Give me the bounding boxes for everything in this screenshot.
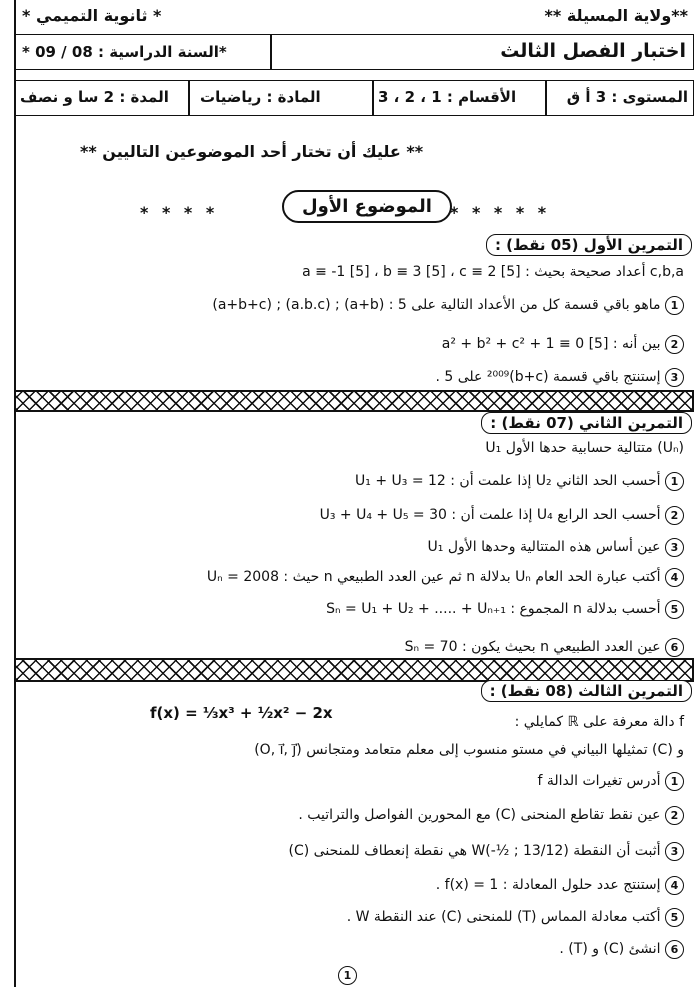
exercise2-item-2 xyxy=(320,506,684,525)
item-text: عين نقط تقاطع المنحنى (C) مع المحورين الفواصل والتراتيب . xyxy=(298,807,661,823)
item-number: 3 xyxy=(665,368,684,387)
exam-title: اختبار الفصل الثالث xyxy=(500,40,686,62)
item-text: إستنتج عدد حلول المعادلة : f(x) = 1 . xyxy=(435,877,661,893)
function-formula: f(x) = ⅓x³ + ½x² − 2x xyxy=(150,704,333,722)
exercise1-heading: التمرين الأول (05 نقط) : xyxy=(486,234,692,256)
topic-one-title: الموضوع الأول xyxy=(282,190,452,223)
topic-stars-left: * * * * xyxy=(140,203,219,222)
item-number: 4 xyxy=(665,876,684,895)
exercise1-item-1 xyxy=(212,296,684,315)
item-text: أحسب الحد الثاني U₂ إذا علمت أن : U₁ + U₃ = 12 xyxy=(355,473,661,489)
exercise3-item-3 xyxy=(289,842,684,861)
header-title-divider xyxy=(270,34,272,70)
item-number: 6 xyxy=(665,638,684,657)
exercise3-item-5 xyxy=(347,908,684,927)
exercise1-intro: c,b,a أعداد صحيحة بحيث : a ≡ -1 [5] ، b ≡ 3 [5] ، c ≡ 2 [5] xyxy=(302,264,684,280)
school-year: *السنة الدراسية : 08 / 09 * xyxy=(22,43,227,61)
item-number: 2 xyxy=(665,335,684,354)
subject-label: المادة : رياضيات xyxy=(200,88,321,106)
duration-label: المدة : 2 سا و نصف xyxy=(20,88,169,106)
info-divider-3 xyxy=(188,80,190,116)
item-text: أكتب عبارة الحد العام Uₙ بدلالة n ثم عين العدد الطبيعي n حيث : Uₙ = 2008 xyxy=(206,569,661,585)
exercise3-intro-1: f دالة معرفة على ℝ كمايلي : xyxy=(514,714,684,730)
item-number: 6 xyxy=(665,940,684,959)
topic-stars-right: * * * * * xyxy=(450,203,551,222)
hatch-separator xyxy=(14,390,694,412)
page-number-value: 1 xyxy=(338,966,357,985)
item-text: ماهو باقي قسمة كل من الأعداد التالية على 5 : (a+b) ; (a.b.c) ; (a+b+c) xyxy=(212,297,661,313)
exercise3-intro-2: و (C) تمثيلها البياني في مستو منسوب إلى معلم متعامد ومتجانس (O, i⃗, j⃗) xyxy=(254,742,684,758)
item-number: 1 xyxy=(665,772,684,791)
item-number: 2 xyxy=(665,806,684,825)
item-text: عين أساس هذه المتتالية وحدها الأول U₁ xyxy=(427,539,661,555)
item-text: أدرس تغيرات الدالة f xyxy=(537,773,661,789)
page-number xyxy=(338,964,357,985)
wilaya-label: **ولاية المسيلة ** xyxy=(544,6,688,25)
item-number: 3 xyxy=(665,538,684,557)
exercise3-item-2 xyxy=(298,806,684,825)
instruction: ** عليك أن تختار أحد الموضوعين التاليين ** xyxy=(80,142,424,161)
exercise3-heading: التمرين الثالث (08 نقط) : xyxy=(481,680,692,702)
exercise1-item-3 xyxy=(435,368,684,387)
item-number: 5 xyxy=(665,908,684,927)
exercise3-item-6 xyxy=(559,940,684,959)
exercise2-item-3 xyxy=(428,538,684,557)
hatch-separator xyxy=(14,658,694,682)
exercise3-item-4 xyxy=(436,876,684,895)
item-text: بين أنه : a² + b² + c² + 1 ≡ 0 [5] xyxy=(441,336,661,352)
item-text: أحسب الحد الرابع U₄ إذا علمت أن : U₃ + U₄ + U₅ = 30 xyxy=(319,507,661,523)
info-divider-2 xyxy=(372,80,374,116)
exercise2-item-4 xyxy=(207,568,684,587)
exercise2-item-5 xyxy=(326,600,684,619)
item-number: 3 xyxy=(665,842,684,861)
exercise3-item-1 xyxy=(537,772,684,791)
school-name: * ثانوية التميمي * xyxy=(22,6,162,25)
item-number: 4 xyxy=(665,568,684,587)
exercise1-item-2 xyxy=(442,335,684,354)
exercise2-item-1 xyxy=(355,472,684,491)
exercise2-intro: (Uₙ) متتالية حسابية حدها الأول U₁ xyxy=(485,440,684,456)
item-text: إستنتج باقي قسمة (b+c)²⁰⁰⁹ على 5 . xyxy=(435,369,661,385)
item-text: عين العدد الطبيعي n بحيث يكون : Sₙ = 70 xyxy=(404,639,661,655)
sections-label: الأقسام : 1 ، 2 ، 3 xyxy=(378,88,517,106)
exercise2-heading: التمرين الثاني (07 نقط) : xyxy=(481,412,692,434)
level-label: المستوى : 3 أ ق xyxy=(566,88,688,106)
item-text: أثبت أن النقطة W(-½ ; 13/12) هي نقطة إنعطاف للمنحنى (C) xyxy=(288,843,661,859)
item-number: 1 xyxy=(665,296,684,315)
item-text: انشئ (C) و (T) . xyxy=(559,941,661,957)
item-number: 2 xyxy=(665,506,684,525)
info-divider-1 xyxy=(545,80,547,116)
item-number: 1 xyxy=(665,472,684,491)
item-text: أحسب بدلالة n المجموع : Sₙ = U₁ + U₂ + ..... + Uₙ₊₁ xyxy=(326,601,661,617)
exercise2-item-6 xyxy=(405,638,684,657)
item-text: أكتب معادلة المماس (T) للمنحنى (C) عند النقطة W . xyxy=(346,909,661,925)
item-number: 5 xyxy=(665,600,684,619)
margin-line xyxy=(14,0,16,987)
